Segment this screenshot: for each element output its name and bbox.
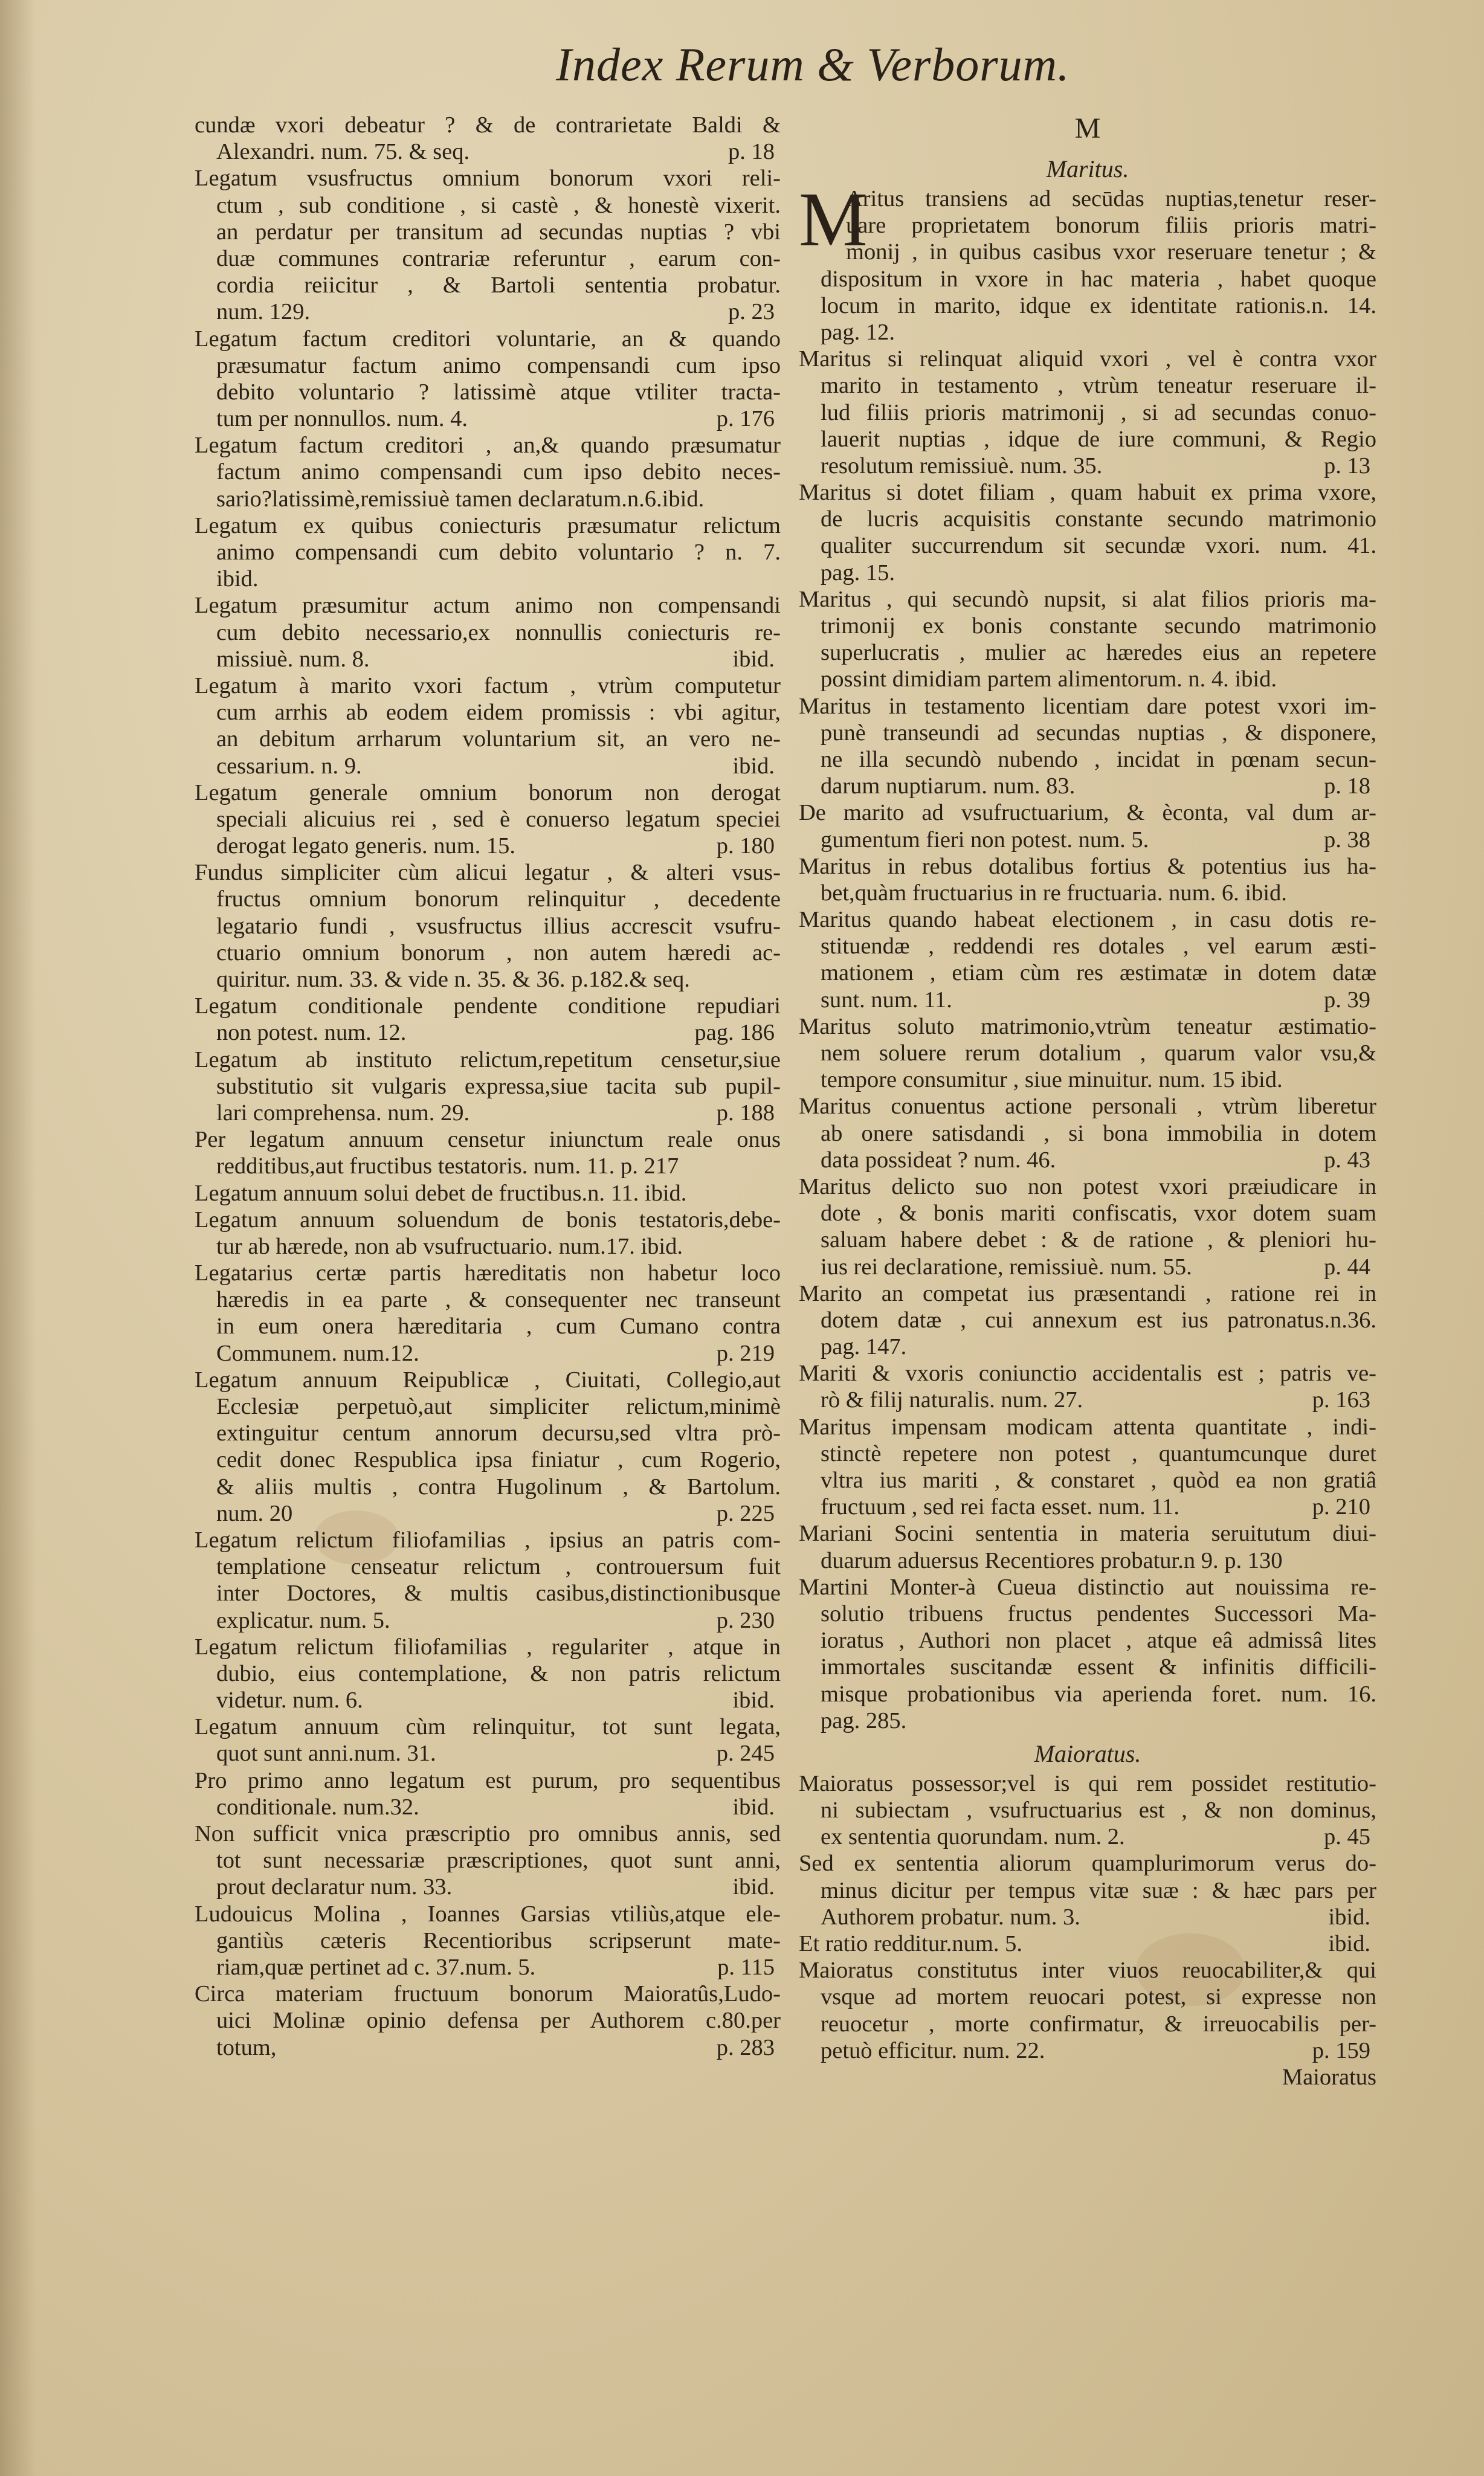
entry-line: Legatum conditionale pendente conditione repudiari	[195, 993, 781, 1019]
entry-line: immortales suscitandæ essent & infinitis difficili-	[821, 1654, 1376, 1680]
page-reference: p. 38	[1324, 827, 1370, 853]
entry-line: dubio, eius contemplatione, & non patris relictum	[216, 1660, 781, 1686]
index-entry	[799, 1173, 1376, 1280]
entry-line: dotem datæ , cui annexum est ius patronatus.n.36.	[821, 1307, 1376, 1333]
entry-line: pag. 15.	[821, 559, 895, 585]
entry-line: Fundus simpliciter cùm alicui legatur , & alteri vsus-	[195, 860, 781, 886]
index-entry	[195, 1527, 781, 1634]
page-reference: ibid.	[732, 646, 775, 672]
index-entry	[195, 112, 781, 165]
page-edge-shadow	[0, 0, 36, 2476]
entry-line: Pro primo anno legatum est purum, pro sequentibus	[195, 1767, 781, 1793]
entry-line: Legatum à marito vxori factum , vtrùm computetur	[195, 672, 781, 698]
page-reference: p. 283	[716, 2034, 775, 2060]
page-reference: p. 23	[728, 299, 775, 325]
index-entry	[195, 1207, 781, 1260]
entry-last-line	[799, 773, 1376, 799]
entry-line: quot sunt anni.num. 31.	[216, 1741, 436, 1767]
page-reference: p. 210	[1312, 1494, 1370, 1520]
entry-last-line	[195, 1607, 781, 1634]
entry-line: darum nuptiarum. num. 83.	[821, 773, 1076, 799]
entry-last-line	[799, 1494, 1376, 1520]
index-entry	[195, 432, 781, 512]
catchword: Maioratus	[1282, 2064, 1376, 2090]
running-head: Index Rerum & Verborum.	[556, 38, 1070, 91]
index-entry	[799, 1574, 1376, 1734]
page-reference: ibid.	[732, 1874, 775, 1900]
entry-line: & aliis multis , contra Hugolinum , & Bartolum.	[216, 1474, 781, 1500]
entry-line: Legatum vsusfructus omnium bonorum vxori reli-	[195, 166, 781, 192]
entry-line: minus dicitur per tempus vitæ suæ : & hæc pars per	[821, 1877, 1376, 1903]
section-heading-maritus: Maritus.	[1046, 155, 1129, 182]
index-entry	[799, 1013, 1376, 1094]
drop-capital: M	[799, 176, 868, 262]
index-entry	[799, 1414, 1376, 1521]
entry-line: duarum aduersus Recentiores probatur.n 9. p. 130	[821, 1547, 1283, 1573]
entry-line: De marito ad vsufructuarium, & èconta, val dum ar-	[799, 800, 1376, 826]
entry-line: cedit donec Respublica ipsa finiatur , cum Rogerio,	[216, 1447, 781, 1473]
index-entry	[195, 1367, 781, 1527]
entry-line: solutio tribuens fructus pendentes Successori Ma-	[821, 1601, 1376, 1626]
entry-line: stituendæ , reddendi res dotales , vel earum æsti-	[821, 933, 1376, 959]
page-reference: p. 115	[717, 1954, 775, 1980]
entry-line: cordia reiicitur , & Bartoli sententia probatur.	[216, 272, 781, 298]
entry-last-line	[195, 2034, 781, 2061]
entry-line: præsumatur factum animo compensandi cum ipso	[216, 352, 781, 378]
index-entry	[799, 1520, 1376, 1573]
entry-line: ctuario omnium bonorum , non autem hæredi ac-	[216, 940, 781, 966]
entry-line: Legatum annuum solui debet de fructibus.n. 11. ibid.	[195, 1180, 687, 1206]
entry-last-line	[799, 1254, 1376, 1280]
entry-line: Legatarius certæ partis hæreditatis non habetur loco	[195, 1260, 781, 1286]
page-reference: p. 43	[1324, 1147, 1370, 1173]
entry-line: lauerit nuptias , idque de iure communi, & Regio	[821, 426, 1376, 452]
entry-line: uici Molinæ opinio defensa per Authorem c.80.per	[216, 2008, 781, 2034]
entry-line: Authorem probatur. num. 3.	[821, 1904, 1080, 1930]
index-entry	[195, 1180, 781, 1207]
index-entry	[799, 1093, 1376, 1173]
entry-line: lari comprehensa. num. 29.	[216, 1100, 470, 1126]
entry-line: Legatum annuum cùm relinquitur, tot sunt legata,	[195, 1714, 781, 1740]
entry-line: ne illa secundò nubendo , incidat in pœnam secun-	[821, 746, 1376, 772]
index-entry	[195, 1126, 781, 1179]
page-reference: ibid.	[1328, 1904, 1370, 1930]
index-entry	[195, 859, 781, 993]
page-reference: ibid.	[732, 753, 775, 779]
index-entry	[195, 512, 781, 593]
entry-line: possint dimidiam partem alimentorum. n. 4. ibid.	[821, 666, 1277, 692]
entry-line: Maritus conuentus actione personali , vtrùm liberetur	[799, 1094, 1376, 1120]
index-entry	[799, 1280, 1376, 1361]
entry-line: factum animo compensandi cum ipso debito neces-	[216, 459, 781, 485]
index-entry	[195, 1767, 781, 1820]
entry-line: Legatum præsumitur actum animo non compensandi	[195, 593, 781, 619]
entry-last-line	[195, 833, 781, 859]
entry-line: Maritus impensam modicam attenta quantitate , indi-	[799, 1414, 1376, 1440]
page-reference: p. 176	[716, 406, 775, 432]
entry-line: num. 20	[216, 1500, 293, 1526]
entry-line: Aritus transiens ad secūdas nuptias,tenetur reser-	[846, 186, 1376, 211]
entry-line: bet,quàm fructuarius in re fructuaria. num. 6. ibid.	[821, 880, 1287, 906]
entry-last-line	[799, 987, 1376, 1013]
entry-line: misque probationibus via aperienda foret. num. 16.	[821, 1681, 1376, 1707]
entry-line: nem soluere rerum dotalium , quarum valor vsu,&	[821, 1040, 1376, 1066]
right-column	[799, 112, 1376, 2091]
entry-line: Circa materiam fructuum bonorum Maioratûs,Ludo-	[195, 1981, 781, 2007]
entry-line: debito voluntario ? latissimè atque vtiliter tracta-	[216, 379, 781, 405]
entry-line: legatario fundi , vsusfructus illius accrescit vsufru-	[216, 913, 781, 939]
page-reference: p. 159	[1312, 2037, 1370, 2063]
index-entry	[799, 176, 1376, 346]
entry-line: hæredis in ea parte , & consequenter nec transeunt	[216, 1287, 781, 1313]
entry-line: totum,	[216, 2034, 277, 2060]
entry-line: Legatum relictum filiofamilias , regulariter , atque in	[195, 1634, 781, 1660]
entry-line: pag. 147.	[821, 1334, 907, 1360]
page-reference: p. 45	[1324, 1824, 1370, 1850]
page-reference: ibid.	[732, 1794, 775, 1820]
entry-line: cum debito necessario,ex nonnullis coniecturis re-	[216, 619, 781, 645]
page-reference: p. 188	[716, 1100, 775, 1126]
entry-line: Legatum relictum filiofamilias , ipsius an patris com-	[195, 1527, 781, 1553]
entry-line: videtur. num. 6.	[216, 1688, 363, 1714]
entry-line: Maritus si relinquat aliquid vxori , vel è contra vxor	[799, 346, 1376, 372]
page-reference: pag. 186	[694, 1020, 775, 1046]
entry-line: tum per nonnullos. num. 4.	[216, 406, 468, 432]
index-entry	[195, 1634, 781, 1714]
entry-line: monij , in quibus casibus vxor reseruare tenetur ; &	[846, 239, 1376, 265]
index-entry	[799, 479, 1376, 586]
index-entry	[195, 1901, 781, 1981]
page-reference: p. 225	[716, 1500, 775, 1526]
entry-line: fructuum , sed rei facta esset. num. 11.	[821, 1494, 1180, 1520]
entry-line: Legatum factum creditori voluntarie, an & quando	[195, 326, 781, 352]
entry-line: Maritus in rebus dotalibus fortius & potentius ius ha-	[799, 853, 1376, 879]
entry-line: Non sufficit vnica præscriptio pro omnibus annis, sed	[195, 1821, 781, 1846]
index-entry	[195, 993, 781, 1046]
entry-last-line	[195, 753, 781, 779]
entry-line: an debitum arrharum voluntarium sit, an vero ne-	[216, 726, 781, 752]
index-entry	[195, 326, 781, 433]
index-entry	[799, 853, 1376, 906]
entry-line: Maritus , qui secundò nupsit, si alat filios prioris ma-	[799, 586, 1376, 612]
section-heading-maioratus: Maioratus.	[1034, 1739, 1141, 1767]
entry-last-line	[195, 405, 781, 432]
entry-line: Sed ex sententia aliorum quamplurimorum verus do-	[799, 1851, 1376, 1877]
entry-line: ibid.	[216, 566, 259, 592]
entry-line: conditionale. num.32.	[216, 1794, 419, 1820]
entry-line: resolutum remissiuè. num. 35.	[821, 453, 1103, 479]
entry-line: in eum onera hæreditaria , cum Cumano contra	[216, 1314, 781, 1340]
entry-line: an perdatur per transitum ad secundas nuptias ? vbi	[216, 219, 781, 245]
left-column	[195, 112, 781, 2061]
page-reference: p. 18	[1324, 773, 1370, 799]
index-entry	[799, 906, 1376, 1013]
entry-line: non potest. num. 12.	[216, 1020, 407, 1046]
entry-line: redditibus,aut fructibus testatoris. num. 11. p. 217	[216, 1153, 679, 1179]
entry-last-line	[799, 453, 1376, 479]
index-entry	[195, 1820, 781, 1901]
entry-line: gantiùs cæteris Recentioribus scripserunt mate-	[216, 1927, 781, 1953]
entry-last-line	[195, 1687, 781, 1714]
page-reference: p. 44	[1324, 1254, 1370, 1280]
entry-last-line	[799, 1930, 1376, 1957]
entry-line: Legatum annuum Reipublicæ , Ciuitati, Collegio,aut	[195, 1367, 781, 1393]
entry-line: ctum , sub conditione , si castè , & honestè vixerit.	[216, 192, 781, 218]
entry-line: lud filiis prioris matrimonij , si ad secundas conuo-	[821, 399, 1376, 425]
entry-last-line	[195, 1794, 781, 1820]
entry-last-line	[195, 1740, 781, 1767]
entry-line: gumentum fieri non potest. num. 5.	[821, 827, 1149, 853]
entry-line: qualiter succurrendum sit secundæ vxori. num. 41.	[821, 533, 1376, 559]
entry-line: rò & filij naturalis. num. 27.	[821, 1387, 1083, 1413]
page-reference: p. 163	[1312, 1387, 1370, 1413]
entry-line: ex sententia quorundam. num. 2.	[821, 1824, 1125, 1850]
entry-line: Maioratus possessor;vel is qui rem possidet restitutio-	[799, 1770, 1376, 1796]
entry-last-line	[799, 1823, 1376, 1850]
entry-last-line	[195, 1500, 781, 1527]
entry-line: petuò efficitur. num. 22.	[821, 2037, 1045, 2063]
index-entry	[799, 1360, 1376, 1413]
page-reference: p. 18	[728, 139, 775, 165]
entry-line: Maritus si dotet filiam , quam habuit ex prima vxore,	[799, 480, 1376, 506]
entry-line: sario?latissimè,remissiuè tamen declaratum.n.6.ibid.	[216, 486, 705, 512]
entry-line: quiritur. num. 33. & vide n. 35. & 36. p.182.& seq.	[216, 967, 690, 992]
entry-line: pag. 285.	[821, 1707, 907, 1733]
entry-last-line	[799, 1387, 1376, 1413]
entry-line: Maioratus constitutus inter viuos reuocabiliter,& qui	[799, 1958, 1376, 1984]
entry-line: stinctè repetere non potest , quantumcunque duret	[821, 1440, 1376, 1466]
entry-last-line	[195, 298, 781, 325]
entry-line: superlucratis , mulier ac hæredes eius an repetere	[821, 640, 1376, 666]
page-reference: p. 219	[716, 1340, 775, 1366]
entry-line: Per legatum annuum censetur iniunctum reale onus	[195, 1127, 781, 1153]
page-reference: p. 180	[716, 833, 775, 859]
entry-line: data possideat ? num. 46.	[821, 1147, 1056, 1173]
entry-line: Ecclesiæ perpetuò,aut simpliciter relictum,minimè	[216, 1394, 781, 1419]
entry-line: Maritus delicto suo non potest vxori præiudicare in	[799, 1173, 1376, 1199]
page-reference: ibid.	[1328, 1931, 1370, 1956]
entry-last-line	[799, 1147, 1376, 1173]
entry-line: Legatum annuum soluendum de bonis testatoris,debe-	[195, 1207, 781, 1233]
entry-line: trimonij ex bonis constante secundo matrimonio	[821, 613, 1376, 639]
entry-line: tempore consumitur , siue minuitur. num. 15 ibid.	[821, 1067, 1283, 1093]
page-reference: p. 13	[1324, 453, 1370, 479]
entry-line: Ludouicus Molina , Ioannes Garsias vtiliùs,atque ele-	[195, 1901, 781, 1927]
index-entry	[195, 1260, 781, 1367]
index-entry	[799, 1930, 1376, 1957]
page-reference: p. 39	[1324, 987, 1370, 1013]
entry-line: locum in marito, idque ex identitate rationis.n. 14.	[821, 292, 1376, 318]
entry-line: saluam habere debet : & de ratione , & pleniori hu-	[821, 1227, 1376, 1253]
entry-line: ius rei declaratione, remissiuè. num. 55.	[821, 1254, 1192, 1280]
entry-line: Legatum ab instituto relictum,repetitum censetur,siue	[195, 1046, 781, 1072]
index-entry	[195, 1981, 781, 2061]
entry-line: marito in testamento , vtrùm teneatur reseruare il-	[821, 373, 1376, 399]
entry-line: explicatur. num. 5.	[216, 1607, 390, 1633]
index-entry	[195, 165, 781, 325]
entry-last-line	[799, 2037, 1376, 2064]
entry-line: fructus omnium bonorum relinquitur , decedente	[216, 886, 781, 912]
entry-line: tot sunt necessariæ præscriptiones, quot sunt anni,	[216, 1848, 781, 1874]
entry-line: speciali alicuius rei , sed è conuerso legatum speciei	[216, 806, 781, 832]
entry-line: ab onere satisdandi , si bona immobilia in dotem	[821, 1120, 1376, 1146]
entry-line: derogat legato generis. num. 15.	[216, 833, 516, 859]
entry-line: Martini Monter-à Cueua distinctio aut nouissima re-	[799, 1574, 1376, 1600]
index-entry	[799, 346, 1376, 479]
entry-line: reuocetur , morte confirmatur, & irreuocabilis per-	[821, 2011, 1376, 2037]
page-reference: p. 230	[716, 1607, 775, 1633]
entry-line: Maritus in testamento licentiam dare potest vxori im-	[799, 693, 1376, 719]
index-entry	[195, 779, 781, 860]
entry-last-line	[195, 138, 781, 165]
entry-last-line	[195, 1019, 781, 1046]
entry-line: tur ab hærede, non ab vsufructuario. num.17. ibid.	[216, 1233, 683, 1259]
entry-line: animo compensandi cum debito voluntario ? n. 7.	[216, 540, 781, 565]
entry-line: cessarium. n. 9.	[216, 753, 362, 779]
entry-line: uare proprietatem bonorum filiis prioris matri-	[846, 213, 1376, 239]
entry-line: Marito an competat ius præsentandi , ratione rei in	[799, 1280, 1376, 1306]
page-reference: p. 245	[716, 1741, 775, 1767]
entry-line: ioratus , Authori non placet , atque eâ admissâ lites	[821, 1628, 1376, 1654]
entry-line: Legatum generale omnium bonorum non derogat	[195, 779, 781, 805]
entry-line: mationem , etiam cùm res æstimatæ in dotem datæ	[821, 960, 1376, 986]
page-reference: ibid.	[732, 1688, 775, 1714]
entry-last-line	[195, 1954, 781, 1981]
index-entry	[799, 799, 1376, 853]
entry-line: Alexandri. num. 75. & seq.	[216, 139, 470, 165]
entry-line: num. 129.	[216, 299, 311, 325]
entry-line: substitutio sit vulgaris expressa,siue tacita sub pupil-	[216, 1073, 781, 1099]
entry-line: cum arrhis ab eodem eidem promissis : vbi agitur,	[216, 700, 781, 726]
entry-line: Mariani Socini sententia in materia seruitutum diui-	[799, 1521, 1376, 1547]
entry-line: templatione censeatur relictum , controuersum fuit	[216, 1554, 781, 1580]
entry-line: dispositum in vxore in hac materia , habet quoque	[821, 266, 1376, 292]
entry-line: pag. 12.	[821, 319, 895, 345]
entry-line: vltra ius mariti , & constaret , quòd ea non gratiâ	[821, 1468, 1376, 1493]
entry-line: missiuè. num. 8.	[216, 646, 370, 672]
entry-line: vsque ad mortem reuocari potest, si expresse non	[821, 1984, 1376, 2010]
index-entry	[799, 1957, 1376, 2064]
index-entry	[799, 693, 1376, 800]
entry-line: extinguitur centum annorum decursu,sed vltra prò-	[216, 1420, 781, 1446]
entry-line: punè transeundi ad secundas nuptias , & disponere,	[821, 720, 1376, 746]
entry-line: sunt. num. 11.	[821, 987, 952, 1013]
entry-line: inter Doctores, & multis casibus,distinctionibusque	[216, 1581, 781, 1607]
entry-line: de lucris acquisitis constante secundo matrimonio	[821, 506, 1376, 532]
index-entry	[195, 672, 781, 779]
entry-line: Legatum ex quibus coniecturis præsumatur relictum	[195, 512, 781, 538]
entry-last-line	[195, 1340, 781, 1367]
entry-line: Communem. num.12.	[216, 1340, 419, 1366]
entry-line: Et ratio redditur.num. 5.	[799, 1931, 1022, 1956]
entry-line: prout declaratur num. 33.	[216, 1874, 453, 1900]
entry-last-line	[799, 1904, 1376, 1930]
entry-line: cundæ vxori debeatur ? & de contrarietate Baldi &	[195, 112, 781, 138]
entry-line: dote , & bonis mariti confiscatis, vxor dotem suam	[821, 1201, 1376, 1227]
index-entry	[195, 592, 781, 672]
entry-line: riam,quæ pertinet ad c. 37.num. 5.	[216, 1954, 536, 1980]
section-letter: M	[1074, 112, 1101, 144]
entry-last-line	[195, 1874, 781, 1900]
index-entry	[195, 1046, 781, 1127]
entry-line: ni subiectam , vsufructuarius est , & non dominus,	[821, 1797, 1376, 1823]
index-entry	[799, 1850, 1376, 1930]
entry-last-line	[195, 1100, 781, 1126]
entry-line: Maritus quando habeat electionem , in casu dotis re-	[799, 907, 1376, 933]
entry-line: Maritus soluto matrimonio,vtrùm teneatur æstimatio-	[799, 1013, 1376, 1039]
entry-line: Legatum factum creditori , an,& quando præsumatur	[195, 433, 781, 459]
entry-line: Mariti & vxoris coniunctio accidentalis est ; patris ve-	[799, 1361, 1376, 1387]
entry-last-line	[799, 827, 1376, 853]
index-entry	[195, 1714, 781, 1767]
index-entry	[799, 586, 1376, 693]
entry-last-line	[195, 646, 781, 672]
index-entry	[799, 1770, 1376, 1851]
entry-line: duæ communes contrariæ referuntur , earum con-	[216, 245, 781, 271]
